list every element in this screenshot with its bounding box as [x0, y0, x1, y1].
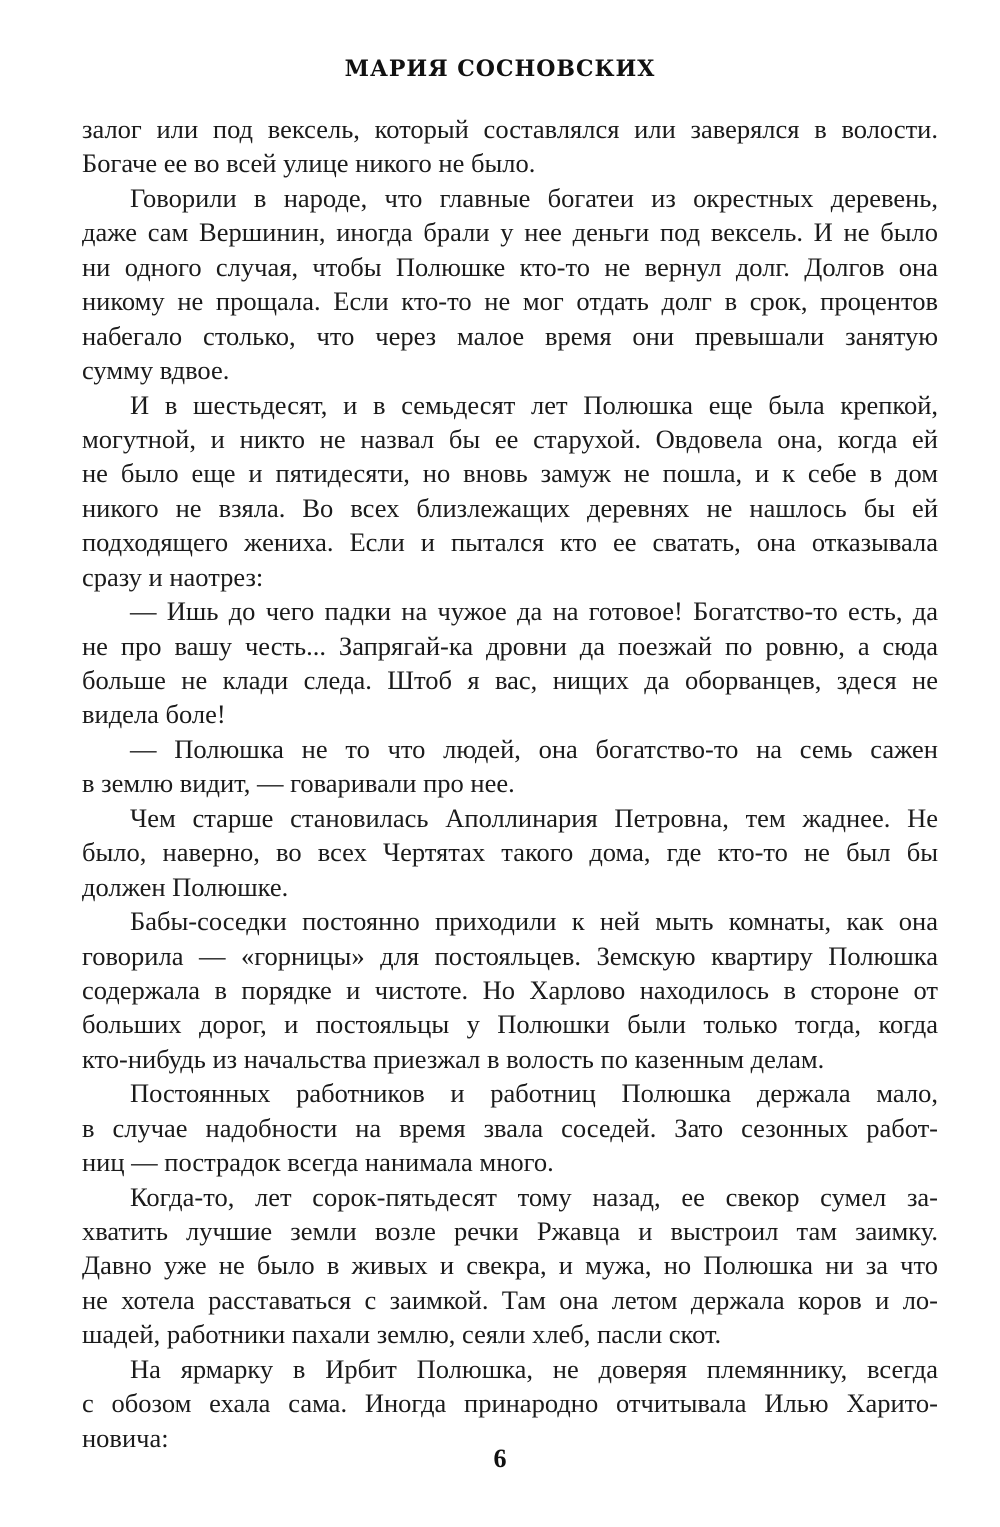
text-line: хватить лучшие земли возле речки Ржавца и выстроил там заимку.	[82, 1216, 938, 1246]
text-line: — Ишь до чего падки на чужое да на готовое! Богатство-то есть, да	[130, 596, 938, 627]
text-line: новича:	[82, 1422, 169, 1453]
text-line: набегало столько, что через малое время они превышали занятую	[82, 320, 938, 351]
text-line: было, наверно, во всех Чертятах такого дома, где кто-то не был бы	[82, 837, 938, 868]
text-line: залог или под вексель, который составлялся или заверялся в волости.	[82, 114, 938, 144]
text-line: не хотела расставаться с заимкой. Там она летом держала коров и ло-	[82, 1284, 938, 1315]
text-line: с обозом ехала сама. Иногда принародно отчитывала Илью Харито-	[82, 1388, 938, 1419]
text-line: даже сам Вершинин, иногда брали у нее деньги под вексель. И не было	[82, 217, 938, 248]
text-line: сумму вдвое.	[82, 355, 230, 386]
running-header: МАРИЯ СОСНОВСКИХ	[344, 56, 656, 82]
text-line: — Полюшка не то что людей, она богатство-то на семь сажен	[130, 733, 938, 764]
text-line: сразу и наотрез:	[82, 561, 264, 592]
text-line: Постоянных работников и работниц Полюшка держала мало,	[130, 1078, 938, 1109]
text-line: видела боле!	[82, 699, 226, 730]
page-number: 6	[493, 1444, 507, 1473]
text-line: кто-нибудь из начальства приезжал в волость по казенным делам.	[82, 1043, 825, 1074]
text-line: в землю видит, — говаривали про нее.	[82, 768, 515, 799]
text-line: больше не клади следа. Штоб я вас, нищих да оборванцев, здеся не	[82, 665, 938, 695]
text-line: подходящего жениха. Если и пытался кто ее сватать, она отказывала	[82, 527, 938, 558]
text-line: больших дорог, и постояльцы у Полюшки были только тогда, когда	[82, 1009, 938, 1040]
text-line: Бабы-соседки постоянно приходили к ней мыть комнаты, как она	[130, 906, 938, 937]
text-line: в случае надобности на время звала соседей. Зато сезонных работ-	[82, 1112, 938, 1143]
text-line: никого не взяла. Во всех близлежащих деревнях не нашлось бы ей	[82, 492, 938, 523]
text-line: Когда-то, лет сорок-пятьдесят тому назад, ее свекор сумел за-	[130, 1181, 938, 1212]
text-line: могутной, и никто не назвал бы ее старухой. Овдовела она, когда ей	[82, 423, 938, 454]
text-line: ни одного случая, чтобы Полюшке кто-то не вернул долг. Долгов она	[82, 251, 938, 282]
text-line: На ярмарку в Ирбит Полюшка, не доверяя племяннику, всегда	[130, 1353, 938, 1384]
text-line: И в шестьдесят, и в семьдесят лет Полюшка еще была крепкой,	[130, 389, 938, 420]
text-line: не было еще и пятидесяти, но вновь замуж не пошла, и к себе в дом	[82, 458, 938, 489]
text-line: должен Полюшке.	[82, 871, 289, 902]
body-text	[82, 112, 938, 1455]
text-line: Богаче ее во всей улице никого не было.	[82, 148, 536, 179]
text-line: не про вашу честь... Запрягай-ка дровни да поезжай по ровню, а сюда	[82, 630, 938, 661]
text-line: никому не прощала. Если кто-то не мог отдать долг в срок, процентов	[82, 286, 938, 317]
text-line: ниц — пострадок всегда нанимала много.	[82, 1147, 554, 1178]
text-line: шадей, работники пахали землю, сеяли хлеб, пасли скот.	[82, 1319, 722, 1350]
text-line: Говорили в народе, что главные богатеи из окрестных деревень,	[130, 182, 938, 213]
text-line: Чем старше становилась Аполлинария Петровна, тем жаднее. Не	[130, 802, 938, 833]
text-line: Давно уже не было в живых и свекра, и мужа, но Полюшка ни за что	[82, 1250, 938, 1281]
text-line: говорила — «горницы» для постояльцев. Земскую квартиру Полюшка	[82, 940, 938, 971]
text-line: содержала в порядке и чистоте. Но Харлово находилось в стороне от	[82, 974, 938, 1005]
